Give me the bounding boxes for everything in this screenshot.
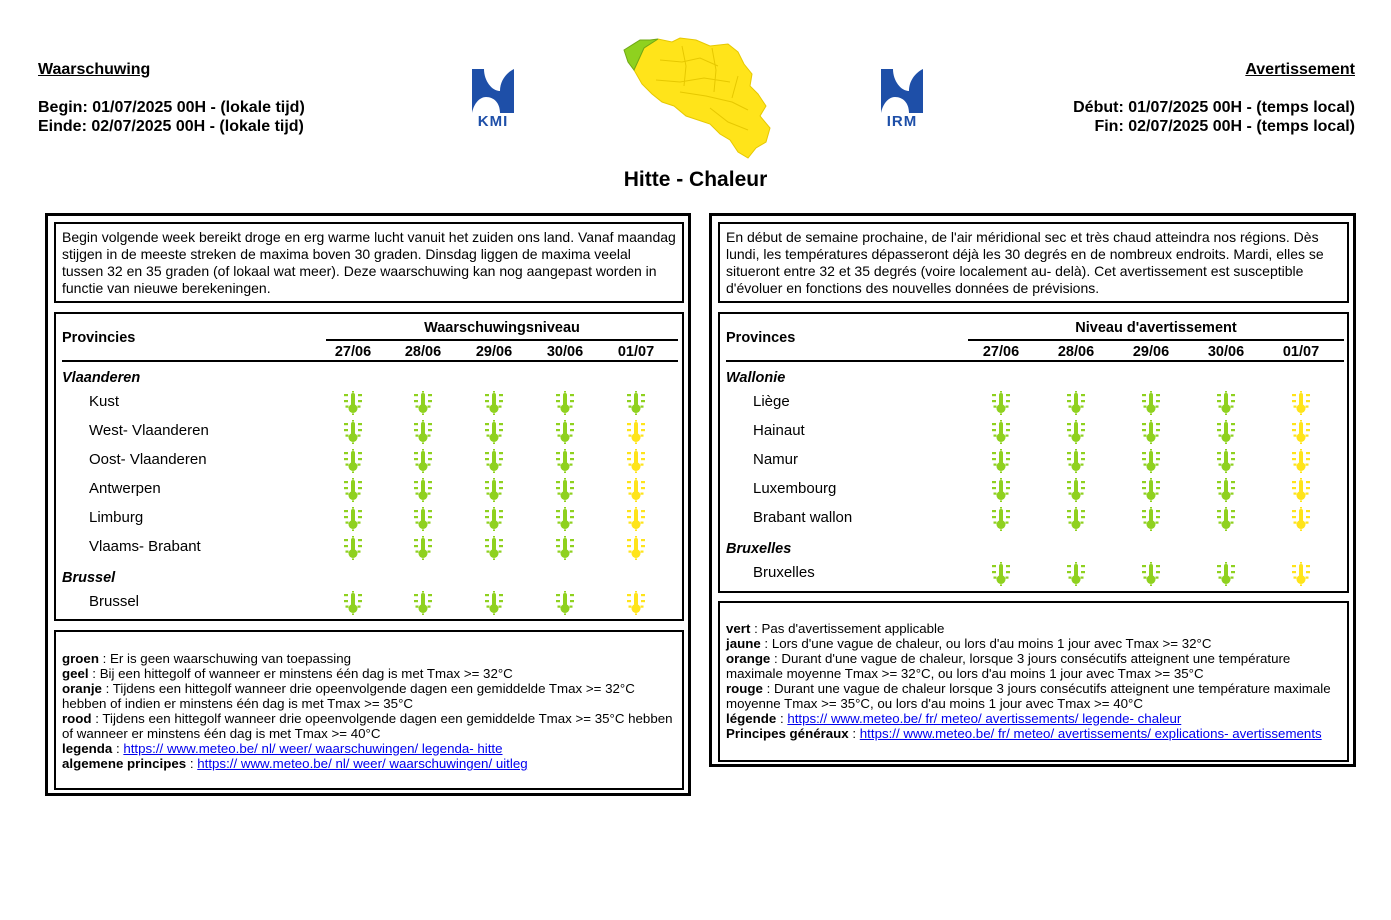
thermometer-green-icon <box>342 591 364 615</box>
thermometer-green-icon <box>483 536 505 560</box>
province-label-fr: Hainaut <box>753 422 805 439</box>
header-fr-end: Fin: 02/07/2025 00H - (temps local) <box>1094 118 1355 135</box>
description-fr: En début de semaine prochaine, de l'air méridional sec et très chaud atteindra nos régions. Dès lundi, les températures dépasseront déjà les 30 degrés en de nombreux endroits. Mardi, elles se situeront entre 32 et 35 degrés (voire localement au- delà). Cet avertissement est susceptible d'évoluer en fonctions des nouvelles données de prévisions. <box>718 222 1349 303</box>
level-header-fr: Niveau d'avertissement <box>1075 320 1237 336</box>
thermometer-green-icon <box>342 391 364 415</box>
legend-item-nl <box>62 681 676 711</box>
panel-fr <box>709 213 1356 767</box>
thermometer-green-icon <box>1140 449 1162 473</box>
thermometer-green-icon <box>1065 391 1087 415</box>
legend-key: orange <box>726 651 771 666</box>
thermometer-green-icon <box>554 536 576 560</box>
thermometer-green-icon <box>554 507 576 531</box>
legend-item-nl <box>62 741 676 756</box>
thermometer-yellow-icon <box>625 478 647 502</box>
legend-fr-content <box>726 621 1341 741</box>
region-label-fr: Bruxelles <box>726 541 792 557</box>
thermometer-green-icon <box>990 420 1012 444</box>
thermometer-green-icon <box>1140 420 1162 444</box>
legend-item-nl <box>62 666 676 681</box>
legend-text: : <box>186 756 198 771</box>
kmi-logo-text: KMI <box>477 113 509 130</box>
thermometer-green-icon <box>1140 562 1162 586</box>
thermometer-green-icon <box>1065 420 1087 444</box>
province-label-fr: Brabant wallon <box>753 509 853 526</box>
thermometer-green-icon <box>483 391 505 415</box>
table-header-underline-fr <box>726 360 1344 362</box>
legend-text: : Lors d'une vague de chaleur, ou lors d'au moins 1 jour avec Tmax >= 32°C <box>760 636 1212 651</box>
thermometer-yellow-icon <box>625 449 647 473</box>
thermometer-green-icon <box>483 507 505 531</box>
date-header-nl: 27/06 <box>334 344 372 360</box>
legend-key: Principes généraux <box>726 726 849 741</box>
date-header-fr: 30/06 <box>1207 344 1245 360</box>
legend-key: légende <box>726 711 777 726</box>
thermometer-green-icon <box>1215 478 1237 502</box>
thermometer-yellow-icon <box>625 507 647 531</box>
legend-text: : Durant une vague de chaleur lorsque 3 jours consécutifs atteignent une température maximale moyenne Tmax >= 35°C, ou lors d'au moins 1 jour avec Tmax >= 40°C <box>726 681 1331 711</box>
warning-table-fr <box>718 312 1349 593</box>
legend-nl-content <box>62 651 676 771</box>
legend-text: : Tijdens een hittegolf wanneer drie opeenvolgende dagen een gemiddelde Tmax >= 32°C hebben of indien er minstens één dag is met Tmax >= 35°C <box>62 681 635 711</box>
province-label-nl: Kust <box>89 393 120 410</box>
legend-key: rood <box>62 711 92 726</box>
thermometer-green-icon <box>412 420 434 444</box>
thermometer-green-icon <box>483 420 505 444</box>
legend-text: : <box>848 726 860 741</box>
province-label-fr: Bruxelles <box>753 564 815 581</box>
belgium-map <box>620 36 776 160</box>
page-title: Hitte - Chaleur <box>623 168 768 191</box>
thermometer-green-icon <box>342 420 364 444</box>
header-fr-begin: Début: 01/07/2025 00H - (temps local) <box>1073 99 1355 116</box>
thermometer-green-icon <box>990 391 1012 415</box>
thermometer-green-icon <box>554 449 576 473</box>
thermometer-green-icon <box>1140 478 1162 502</box>
thermometer-green-icon <box>990 449 1012 473</box>
province-label-fr: Liège <box>753 393 790 410</box>
thermometer-green-icon <box>625 391 647 415</box>
thermometer-yellow-icon <box>1290 478 1312 502</box>
thermometer-green-icon <box>1215 449 1237 473</box>
level-header-nl: Waarschuwingsniveau <box>424 320 580 336</box>
legend-text: : Bij een hittegolf of wanneer er minstens één dag is met Tmax >= 32°C <box>88 666 513 681</box>
kmi-logo-icon <box>470 69 516 113</box>
legend-key: oranje <box>62 681 102 696</box>
thermometer-green-icon <box>342 536 364 560</box>
thermometer-green-icon <box>412 591 434 615</box>
legend-key: rouge <box>726 681 763 696</box>
province-label-nl: Vlaams- Brabant <box>89 538 201 555</box>
provinces-header-fr: Provinces <box>726 330 796 346</box>
date-header-fr: 01/07 <box>1282 344 1320 360</box>
legend-item-fr <box>726 621 1341 636</box>
header-nl-begin: Begin: 01/07/2025 00H - (lokale tijd) <box>38 99 305 116</box>
date-header-nl: 28/06 <box>404 344 442 360</box>
legend-link[interactable]: https:// www.meteo.be/ nl/ weer/ waarschuwingen/ uitleg <box>197 756 528 771</box>
legend-nl <box>54 630 684 790</box>
thermometer-green-icon <box>483 449 505 473</box>
provinces-header-nl: Provincies <box>62 330 136 346</box>
thermometer-green-icon <box>342 507 364 531</box>
date-header-nl: 29/06 <box>475 344 513 360</box>
legend-text: : Er is geen waarschuwing van toepassing <box>98 651 351 666</box>
thermometer-green-icon <box>412 449 434 473</box>
level-header-underline-fr <box>968 339 1344 341</box>
thermometer-green-icon <box>554 591 576 615</box>
legend-link[interactable]: https:// www.meteo.be/ fr/ meteo/ avertissements/ explications- avertissements <box>859 726 1322 741</box>
thermometer-yellow-icon <box>625 536 647 560</box>
thermometer-green-icon <box>990 478 1012 502</box>
legend-key: jaune <box>726 636 761 651</box>
province-label-nl: Oost- Vlaanderen <box>89 451 207 468</box>
header-fr <box>1073 61 1355 136</box>
thermometer-green-icon <box>412 478 434 502</box>
thermometer-green-icon <box>1215 562 1237 586</box>
thermometer-green-icon <box>554 391 576 415</box>
table-header-underline-nl <box>62 360 678 362</box>
thermometer-green-icon <box>483 591 505 615</box>
legend-item-nl <box>62 756 676 771</box>
legend-link[interactable]: https:// www.meteo.be/ fr/ meteo/ avertissements/ legende- chaleur <box>787 711 1182 726</box>
irm-logo-icon <box>879 69 925 113</box>
legend-fr <box>718 601 1349 762</box>
header-nl-title: Waarschuwing <box>38 61 151 78</box>
legend-text: : Pas d'avertissement applicable <box>750 621 945 636</box>
legend-key: legenda <box>62 741 113 756</box>
irm-logo-text: IRM <box>886 113 918 130</box>
legend-item-fr <box>726 681 1341 711</box>
legend-key: vert <box>726 621 751 636</box>
thermometer-yellow-icon <box>1290 449 1312 473</box>
date-header-fr: 28/06 <box>1057 344 1095 360</box>
thermometer-yellow-icon <box>1290 391 1312 415</box>
description-nl: Begin volgende week bereikt droge en erg warme lucht vanuit het zuiden ons land. Vanaf maandag stijgen in de meeste streken de maxima boven 30 graden. Dinsdag liggen de maxima veelal tussen 32 en 35 graden (of lokaal wat meer). Deze waarschuwing kan nog aangepast worden in functie van nieuwe berekeningen. <box>54 222 684 303</box>
province-label-nl: Brussel <box>89 593 140 610</box>
legend-item-fr <box>726 711 1341 726</box>
province-label-nl: West- Vlaanderen <box>89 422 209 439</box>
thermometer-green-icon <box>1140 391 1162 415</box>
thermometer-yellow-icon <box>1290 562 1312 586</box>
thermometer-green-icon <box>990 507 1012 531</box>
thermometer-yellow-icon <box>625 420 647 444</box>
thermometer-yellow-icon <box>1290 420 1312 444</box>
thermometer-green-icon <box>1140 507 1162 531</box>
region-label-fr: Wallonie <box>726 370 786 386</box>
legend-link[interactable]: https:// www.meteo.be/ nl/ weer/ waarschuwingen/ legenda- hitte <box>123 741 503 756</box>
panel-nl <box>45 213 691 796</box>
province-label-nl: Antwerpen <box>89 480 161 497</box>
legend-item-fr <box>726 636 1341 651</box>
thermometer-yellow-icon <box>625 591 647 615</box>
warning-table-nl <box>54 312 684 621</box>
thermometer-green-icon <box>1215 391 1237 415</box>
legend-text: : <box>776 711 788 726</box>
irm-logo <box>879 69 925 129</box>
province-label-fr: Luxembourg <box>753 480 837 497</box>
legend-item-fr <box>726 651 1341 681</box>
province-label-fr: Namur <box>753 451 799 468</box>
header-nl-end: Einde: 02/07/2025 00H - (lokale tijd) <box>38 118 304 135</box>
thermometer-green-icon <box>554 478 576 502</box>
thermometer-green-icon <box>1065 507 1087 531</box>
legend-key: groen <box>62 651 99 666</box>
thermometer-green-icon <box>342 449 364 473</box>
thermometer-green-icon <box>990 562 1012 586</box>
thermometer-green-icon <box>412 536 434 560</box>
header-fr-title: Avertissement <box>1245 61 1355 78</box>
thermometer-green-icon <box>1215 507 1237 531</box>
legend-key: geel <box>62 666 89 681</box>
thermometer-green-icon <box>412 391 434 415</box>
legend-item-fr <box>726 726 1341 741</box>
date-header-nl: 01/07 <box>617 344 655 360</box>
thermometer-green-icon <box>483 478 505 502</box>
legend-text: : <box>112 741 124 756</box>
belgium-map-icon <box>620 36 776 160</box>
legend-text: : Tijdens een hittegolf wanneer drie opeenvolgende dagen een gemiddelde Tmax >= 35°C hebben of wanneer er minstens één dag is met Tmax >= 40°C <box>62 711 673 741</box>
province-label-nl: Limburg <box>89 509 144 526</box>
region-label-nl: Brussel <box>62 570 116 586</box>
kmi-logo <box>470 69 516 129</box>
thermometer-green-icon <box>1065 562 1087 586</box>
region-label-nl: Vlaanderen <box>62 370 141 386</box>
thermometer-green-icon <box>1215 420 1237 444</box>
legend-item-nl <box>62 651 676 666</box>
thermometer-yellow-icon <box>1290 507 1312 531</box>
date-header-fr: 27/06 <box>982 344 1020 360</box>
date-header-fr: 29/06 <box>1132 344 1170 360</box>
legend-text: : Durant d'une vague de chaleur, lorsque 3 jours consécutifs atteignent une température maximale moyenne Tmax >= 32°C, ou lors d'au moins 1 jour avec Tmax >= 35°C <box>726 651 1291 681</box>
thermometer-green-icon <box>342 478 364 502</box>
legend-key: algemene principes <box>62 756 187 771</box>
level-header-underline-nl <box>326 339 678 341</box>
thermometer-green-icon <box>1065 478 1087 502</box>
thermometer-green-icon <box>1065 449 1087 473</box>
thermometer-green-icon <box>554 420 576 444</box>
legend-item-nl <box>62 711 676 741</box>
thermometer-green-icon <box>412 507 434 531</box>
date-header-nl: 30/06 <box>546 344 584 360</box>
header-nl <box>38 61 305 136</box>
